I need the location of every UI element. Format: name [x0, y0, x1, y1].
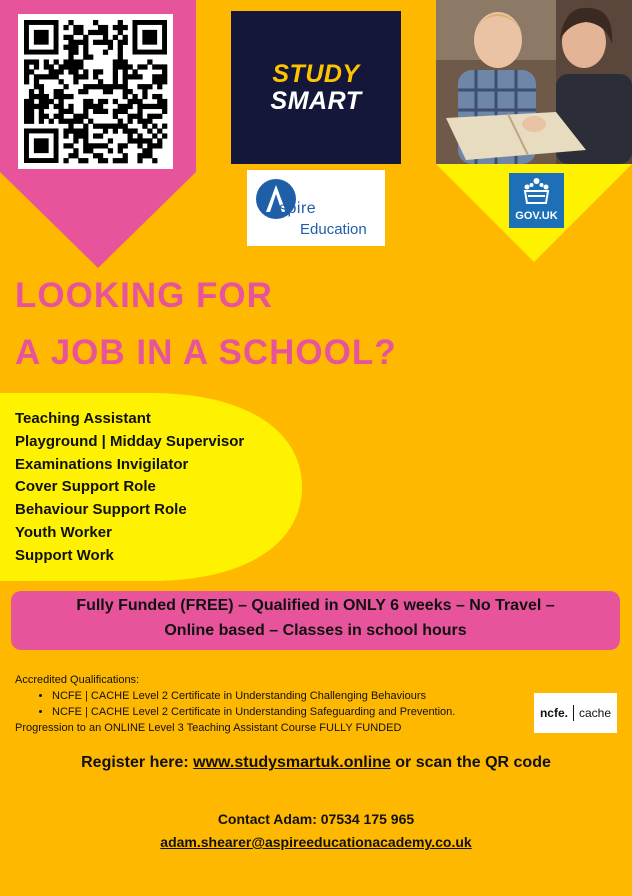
funding-banner — [11, 591, 620, 650]
gov-uk-logo — [509, 173, 564, 228]
contact-phone: Contact Adam: 07534 175 965 — [217, 811, 415, 827]
study-smart-logo — [231, 11, 401, 164]
qr-code[interactable] — [18, 14, 173, 169]
ncfe-cache-logo — [534, 693, 617, 733]
qualifications-list — [15, 688, 455, 720]
headline-line-2: A JOB IN A SCHOOL? — [15, 333, 397, 372]
roles-list — [15, 408, 244, 568]
qr-code-pattern — [18, 14, 173, 169]
ncfe-text: ncfe. — [539, 706, 568, 720]
aspire-education-logo — [247, 170, 385, 246]
contact-email-link[interactable]: adam.shearer@aspireeducationacademy.co.uk — [160, 834, 472, 850]
logo-study-text: STUDY — [272, 59, 360, 88]
qualification-item: • NCFE | CACHE Level 2 Certificate in Understanding Safeguarding and Prevention. — [52, 704, 455, 720]
gov-uk-text: GOV.UK — [515, 210, 558, 222]
aspire-word: spire — [279, 200, 317, 217]
role-item: Support Work — [15, 546, 114, 564]
banner-line-2: Online based – Classes in school hours — [164, 622, 467, 639]
aspire-education-word: Education — [300, 221, 367, 238]
register-suffix: or scan the QR code — [390, 754, 551, 771]
teacher-child-reading-photo — [436, 0, 632, 164]
banner-line-1: Fully Funded (FREE) – Qualified in ONLY 6 weeks – No Travel – — [76, 597, 555, 614]
qualification-item: • NCFE | CACHE Level 2 Certificate in Understanding Challenging Behaviours — [52, 688, 455, 704]
role-item: Teaching Assistant — [15, 410, 151, 427]
role-item: Youth Worker — [15, 523, 112, 541]
headline-line-1: LOOKING FOR — [15, 276, 273, 315]
role-item: Examinations Invigilator — [15, 455, 189, 473]
accredited-heading: Accredited Qualifications: — [15, 674, 140, 686]
role-item: Behaviour Support Role — [15, 501, 187, 519]
logo-smart-text: SMART — [270, 86, 362, 115]
register-prefix: Register here: — [81, 754, 194, 771]
register-link[interactable]: www.studysmartuk.online — [193, 754, 391, 771]
logo-divider — [573, 705, 574, 721]
progression-text: Progression to an ONLINE Level 3 Teaching Assistant Course FULLY FUNDED — [15, 722, 402, 734]
role-item: Playground | Midday Supervisor — [15, 432, 245, 450]
cache-text: cache — [578, 706, 612, 720]
role-item: Cover Support Role — [15, 478, 156, 496]
register-line — [0, 754, 632, 772]
crown-icon — [522, 177, 551, 207]
accredited-qualifications — [15, 672, 455, 736]
